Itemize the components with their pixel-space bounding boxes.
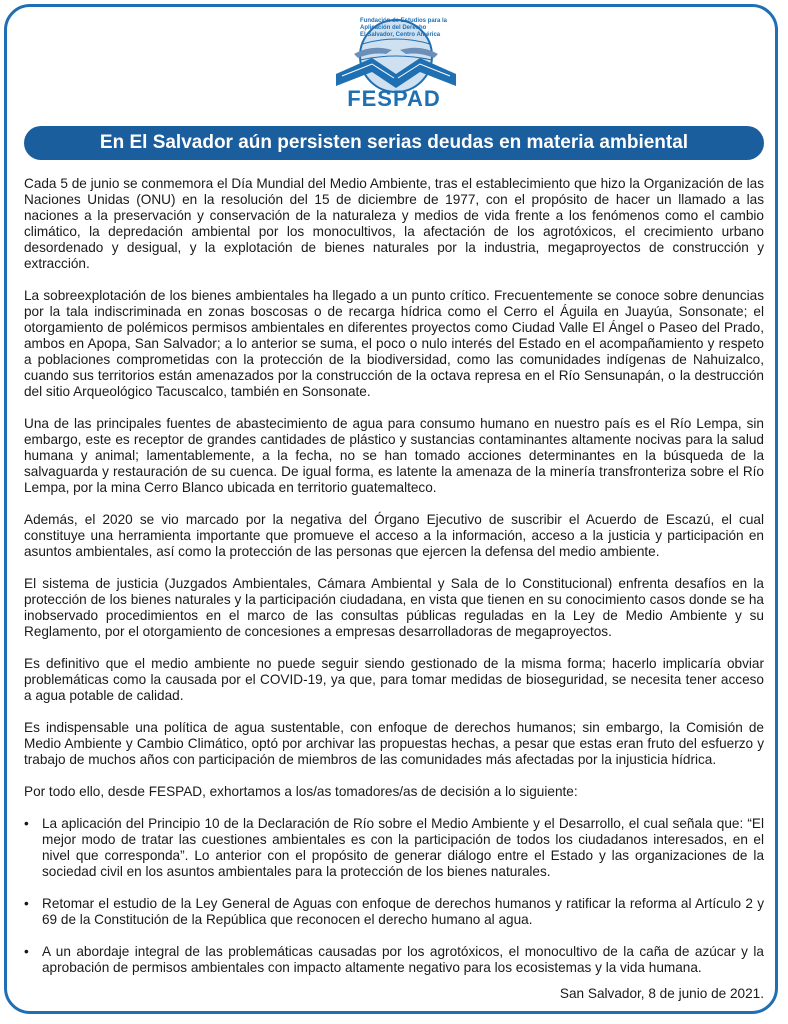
list-item-text: Retomar el estudio de la Ley General de Aguas con enfoque de derechos humanos y ratificar la reforma al Artículo 2 y 69 de la Constitución de la República que reconocen el derecho humano al agua. [42,896,764,927]
demands-list [24,816,764,976]
list-item-text: A un abordaje integral de las problemáticas causadas por los agrotóxicos, el monocultivo de la caña de azúcar y la aprobación de permisos ambientales con impacto altamente negativo para los ecosistemas y la vida humana. [42,944,764,975]
bullet-icon: • [24,896,29,911]
list-item-text: La aplicación del Principio 10 de la Declaración de Río sobre el Medio Ambiente y el Desarrollo, el cual señala que: “El mejor modo de tratar las cuestiones ambientales es con la participación de todos los ciudadanos interesados, en el nivel que corresponda”. Lo anterior con el propósito de generar diálogo entre el Estado y las organizaciones de la sociedad civil en los asuntos ambientales para la protección de los bienes naturales. [42,816,764,879]
signature-date: San Salvador, 8 de junio de 2021. [559,986,764,1001]
paragraph: Es indispensable una política de agua sustentable, con enfoque de derechos humanos; sin embargo, la Comisión de Medio Ambiente y Cambio Climático, optó por archivar las propuestas hechas, a pesar que estas eran fruto del esfuerzo y trabajo de muchos años con participación de miembros de las comunidades más afectadas por la injusticia hídrica. [24,720,764,767]
paragraph: Además, el 2020 se vio marcado por la negativa del Órgano Ejecutivo de suscribir el Acuerdo de Escazú, el cual constituye una herramienta importante que promueve el acceso a la información, acceso a la justicia y participación en asuntos ambientales, así como la protección de las personas que ejercen la defensa del medio ambiente. [24,512,764,559]
list-item [24,944,764,976]
page-title: En El Salvador aún persisten serias deudas en materia ambiental [24,126,764,160]
list-item [24,816,764,880]
paragraph: Por todo ello, desde FESPAD, exhortamos a los/as tomadores/as de decisión a lo siguiente: [24,784,578,799]
statement-body [24,176,764,992]
paragraph: Es definitivo que el medio ambiente no puede seguir siendo gestionado de la misma forma; hacerlo implicaría obviar problemáticas como la causada por el COVID-19, ya que, para tomar medidas de bioseguridad, se necesita tener acceso a agua potable de calidad. [24,656,764,703]
logo-wordmark: FESPAD [347,86,441,111]
paragraph: La sobreexplotación de los bienes ambientales ha llegado a un punto crítico. Frecuentemente se conoce sobre denuncias por la tala indiscriminada en zonas boscosas o de recarga hídrica como el Cerro el Águila en Juayúa, Sonsonate; el otorgamiento de polémicos permisos ambientales en diferentes proyectos como Ciudad Valle El Ángel o Paseo del Prado, ambos en Apopa, San Salvador; a lo anterior se suma, el poco o nulo interés del Estado en el acompañamiento y respeto a poblaciones comprometidas con la protección de la biodiversidad, como las comunidades indígenas de Nahuizalco, cuando sus territorios están amenazados por la construcción de la octava represa en el Río Sensunapán, o la destrucción del sitio Arqueológico Tacuscalco, también en Sonsonate. [24,288,764,399]
paragraph: El sistema de justicia (Juzgados Ambientales, Cámara Ambiental y Sala de lo Constitucional) enfrenta desafíos en la protección de los bienes naturales y la participación ciudadana, en vista que tienen en su conocimiento casos donde se ha inobservado procedimientos en el marco de las consultas públicas reguladas en la Ley de Medio Ambiente y su Reglamento, por el otorgamiento de concesiones a empresas desarrolladoras de megaproyectos. [24,576,764,639]
bullet-icon: • [24,944,29,959]
list-item [24,896,764,928]
org-full-name: Fundación de Estudios para la Aplicación del Derecho El Salvador, Centro América [360,18,448,38]
paragraph: Cada 5 de junio se conmemora el Día Mundial del Medio Ambiente, tras el establecimiento que hizo la Organización de las Naciones Unidas (ONU) en la resolución del 15 de diciembre de 1977, con el propósito de hacer un llamado a las naciones a la preservación y conservación de la naturaleza y medios de vida frente a los fenómenos como el cambio climático, la depredación ambiental por los monocultivos, la afectación de los agrotóxicos, el crecimiento urbano desordenado y desigual, y la explotación de bienes naturales por la industria, megaproyectos de construcción y extracción. [24,176,764,271]
paragraph: Una de las principales fuentes de abastecimiento de agua para consumo humano en nuestro país es el Río Lempa, sin embargo, este es receptor de grandes cantidades de plástico y sustancias contaminantes altamente nocivas para la salud humana y animal; lamentablemente, a la fecha, no se han tomado acciones determinantes en la búsqueda de la salvaguarda y restauración de su cuenca. De igual forma, es latente la amenaza de la minería transfronteriza sobre el Río Lempa, por la mina Cerro Blanco ubicada en territorio guatemalteco. [24,416,764,495]
bullet-icon: • [24,816,29,831]
